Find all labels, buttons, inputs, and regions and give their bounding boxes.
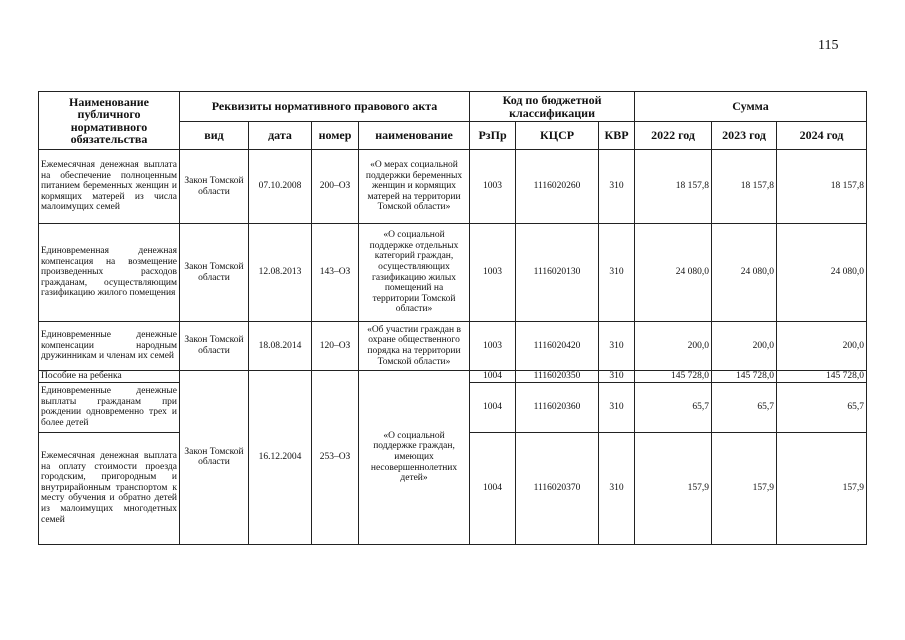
table-row bbox=[39, 371, 867, 383]
act-date: 18.08.2014 bbox=[249, 322, 312, 371]
sum-2022: 65,7 bbox=[635, 382, 712, 432]
table-row bbox=[39, 150, 867, 224]
act-date: 16.12.2004 bbox=[249, 371, 312, 545]
header-row-1 bbox=[39, 92, 867, 122]
code-kcsr: 1116020260 bbox=[516, 150, 599, 224]
sum-2024: 200,0 bbox=[777, 322, 867, 371]
act-number: 253–ОЗ bbox=[312, 371, 359, 545]
act-type: Закон Томской области bbox=[180, 224, 249, 322]
table-row bbox=[39, 322, 867, 371]
act-type: Закон Томской области bbox=[180, 371, 249, 545]
act-number: 120–ОЗ bbox=[312, 322, 359, 371]
obligation-name: Ежемесячная денежная выплата на обеспечение полноценным питанием беременных женщин и кормящих матерей из числа малоимущих семей bbox=[39, 150, 180, 224]
code-rzpr: 1004 bbox=[470, 382, 516, 432]
header-kvr: КВР bbox=[599, 122, 635, 150]
code-kcsr: 1116020360 bbox=[516, 382, 599, 432]
header-rzpr: РзПр bbox=[470, 122, 516, 150]
obligation-name: Единовременные денежные выплаты гражданам при рождении одновременно трех и более детей bbox=[39, 382, 180, 432]
obligation-name: Пособие на ребенка bbox=[39, 371, 180, 383]
code-kcsr: 1116020370 bbox=[516, 432, 599, 544]
header-sum-group: Сумма bbox=[635, 92, 867, 122]
obligation-name: Ежемесячная денежная выплата на оплату стоимости проезда городским, пригородным и внутрирайонным транспортом к месту обучения и обратно детей из малоимущих многодетных семей bbox=[39, 432, 180, 544]
act-title: «О социальной поддержке граждан, имеющих несовершеннолетних детей» bbox=[359, 371, 470, 545]
act-number: 200–ОЗ bbox=[312, 150, 359, 224]
code-rzpr: 1004 bbox=[470, 432, 516, 544]
act-title: «Об участии граждан в охране общественного порядка на территории Томской области» bbox=[359, 322, 470, 371]
header-act-number: номер bbox=[312, 122, 359, 150]
header-act-date: дата bbox=[249, 122, 312, 150]
act-title: «О социальной поддержке отдельных категорий граждан, осуществляющих газификацию жилых помещений на территории Томской области» bbox=[359, 224, 470, 322]
sum-2022: 24 080,0 bbox=[635, 224, 712, 322]
code-rzpr: 1003 bbox=[470, 150, 516, 224]
act-title: «О мерах социальной поддержки беременных женщин и кормящих матерей на территории Томской области» bbox=[359, 150, 470, 224]
act-date: 07.10.2008 bbox=[249, 150, 312, 224]
sum-2023: 24 080,0 bbox=[712, 224, 777, 322]
code-rzpr: 1004 bbox=[470, 371, 516, 383]
sum-2023: 18 157,8 bbox=[712, 150, 777, 224]
sum-2022: 157,9 bbox=[635, 432, 712, 544]
act-number: 143–ОЗ bbox=[312, 224, 359, 322]
header-kcsr: КЦСР bbox=[516, 122, 599, 150]
obligation-name: Единовременные денежные компенсации народным дружинникам и членам их семей bbox=[39, 322, 180, 371]
sum-2023: 65,7 bbox=[712, 382, 777, 432]
sum-2023: 200,0 bbox=[712, 322, 777, 371]
code-kcsr: 1116020130 bbox=[516, 224, 599, 322]
code-rzpr: 1003 bbox=[470, 224, 516, 322]
header-name: Наименование публичного нормативного обязательства bbox=[39, 92, 180, 150]
header-code-group: Код по бюджетной классификации bbox=[470, 92, 635, 122]
obligation-name: Единовременная денежная компенсация на возмещение произведенных расходов гражданам, осуществляющим газификацию жилого помещения bbox=[39, 224, 180, 322]
code-kvr: 310 bbox=[599, 371, 635, 383]
code-kvr: 310 bbox=[599, 322, 635, 371]
sum-2023: 157,9 bbox=[712, 432, 777, 544]
code-kvr: 310 bbox=[599, 150, 635, 224]
sum-2024: 18 157,8 bbox=[777, 150, 867, 224]
code-kcsr: 1116020420 bbox=[516, 322, 599, 371]
act-date: 12.08.2013 bbox=[249, 224, 312, 322]
sum-2022: 200,0 bbox=[635, 322, 712, 371]
act-type: Закон Томской области bbox=[180, 150, 249, 224]
sum-2022: 145 728,0 bbox=[635, 371, 712, 383]
header-act-group: Реквизиты нормативного правового акта bbox=[180, 92, 470, 122]
act-type: Закон Томской области bbox=[180, 322, 249, 371]
table-row bbox=[39, 224, 867, 322]
page-number: 115 bbox=[818, 38, 839, 53]
budget-table bbox=[38, 91, 867, 545]
sum-2024: 157,9 bbox=[777, 432, 867, 544]
code-kvr: 310 bbox=[599, 382, 635, 432]
code-kvr: 310 bbox=[599, 224, 635, 322]
sum-2022: 18 157,8 bbox=[635, 150, 712, 224]
header-2023: 2023 год bbox=[712, 122, 777, 150]
header-2022: 2022 год bbox=[635, 122, 712, 150]
header-2024: 2024 год bbox=[777, 122, 867, 150]
sum-2024: 65,7 bbox=[777, 382, 867, 432]
header-act-type: вид bbox=[180, 122, 249, 150]
code-kcsr: 1116020350 bbox=[516, 371, 599, 383]
code-rzpr: 1003 bbox=[470, 322, 516, 371]
sum-2023: 145 728,0 bbox=[712, 371, 777, 383]
sum-2024: 24 080,0 bbox=[777, 224, 867, 322]
sum-2024: 145 728,0 bbox=[777, 371, 867, 383]
code-kvr: 310 bbox=[599, 432, 635, 544]
header-act-title: наименование bbox=[359, 122, 470, 150]
